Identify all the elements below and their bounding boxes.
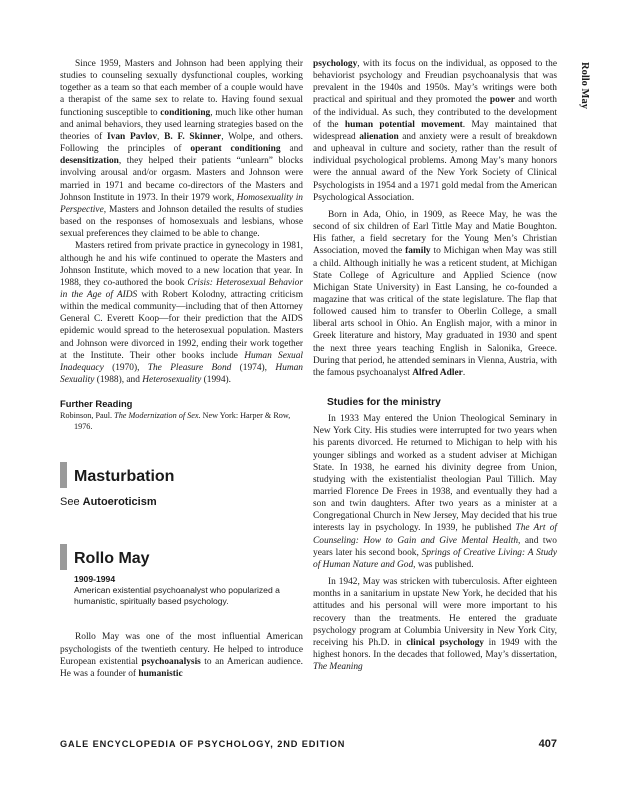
italic-title: Heterosexuality xyxy=(142,375,202,386)
text-run: . xyxy=(462,367,466,378)
entry-title: Rollo May xyxy=(74,550,150,568)
bold-term-link[interactable]: Alfred Adler xyxy=(412,367,463,378)
italic-title: The Pleasure Bond xyxy=(147,362,232,373)
italic-title: The Meaning xyxy=(313,662,363,673)
text-run: (1994). xyxy=(201,375,231,386)
right-column xyxy=(313,58,557,673)
text-run: (1970), xyxy=(103,362,148,373)
paragraph xyxy=(313,209,557,379)
bold-term-link[interactable]: alienation xyxy=(359,131,399,142)
paragraph xyxy=(313,413,557,571)
entry-title: Masturbation xyxy=(74,468,175,486)
text-run: Since 1959, Masters and Johnson had been applying their studies to counseling sexually dysfunctional couples, working together as a team so that each member of a couple would have a therapist of the same sex to relate to. Having found sexual functioning susceptible to xyxy=(60,59,303,118)
italic-title: Homosexuality in Perspective xyxy=(60,192,303,215)
text-run: , was published. xyxy=(413,559,474,570)
bold-term-link[interactable]: psychology xyxy=(313,59,358,69)
italic-title: Springs of Creative Living: A Study of Human Nature and God xyxy=(313,547,557,570)
page-number: 407 xyxy=(538,738,557,750)
text-run: , and two years later his second book, xyxy=(313,535,557,558)
entry-dates: 1909-1994 xyxy=(74,574,116,585)
text-run: with Robert Kolodny, attracting criticism within the medical community—including that of then Attorney General C. Everett Koop—for their prediction that the AIDS epidemic would spread to the heterosexual population. Masters and Johnson were divorced in 1992, ending their work together at the Institute. Their other books include xyxy=(60,289,303,361)
text-run: Masters retired from private practice in gynecology in 1981, although he and his wife continued to operate the Masters and Johnson Institute, which moved to a new location that year. In 1988, they co-authored the book xyxy=(60,241,303,288)
text-run: and anxiety were a result of breakdown and upheaval in culture and society, rather than the result of individual psychological problems. Among May’s many honors were the annual award of the New York Society of Clinical Psychologists in 1954 and a 1971 gold medal from the American Psychological Association. xyxy=(313,131,557,203)
bold-term-link[interactable]: power xyxy=(489,95,515,106)
running-head: Rollo May xyxy=(579,62,590,109)
text-run: in 1949 with the highest honors. In the decades that followed, May’s dissertation, xyxy=(313,637,557,661)
text-run: . May maintained that widespread xyxy=(313,119,557,142)
bold-term-link[interactable]: psychoanalysis xyxy=(141,656,201,667)
text-run: . New York: Harper & Row, 1976. xyxy=(74,411,291,431)
text-run: , much like other human and animal behaviors, they used learning strategies based on the theories of xyxy=(60,107,303,142)
text-run: Robinson, Paul. xyxy=(60,411,115,421)
text-run: , they helped their patients “unlearn” blocks involving arousal and/or orgasm. Masters and Johnson were married in 1971 and became co-directors of the Masters and Johnson Institute in 1973. In their 1979 work, xyxy=(60,156,303,203)
text-run: to an American audience. He was a founder of xyxy=(60,656,303,679)
left-column xyxy=(60,58,303,680)
entry-bar xyxy=(60,544,67,570)
bold-term-link[interactable]: B. F. Skinner xyxy=(164,131,222,142)
text-run: (1974), xyxy=(231,362,276,373)
text-run: , xyxy=(157,131,165,142)
bold-term-link[interactable]: family xyxy=(405,246,431,257)
text-run: Rollo May was one of the most influential American psychologists of the twentieth century. He helped to introduce European existential xyxy=(60,632,303,667)
footer-title: GALE ENCYCLOPEDIA OF PSYCHOLOGY, 2ND EDITION xyxy=(60,739,346,749)
bold-term-link[interactable]: clinical psychology xyxy=(406,637,484,648)
paragraph xyxy=(60,58,303,240)
text-run: In 1933 May entered the Union Theological Seminary in New York City. His studies were interrupted for two years when his parents divorced. He returned to Michigan to help with his younger siblings and worked as a student adviser at Michigan State. In 1938, he earned his divinity degree from Union, studying with the existentialist theologian Paul Tillich. May married Florence De Frees in 1938, and eventually they had a son and twin daughters. After two years as a minister at a Congregational Church in New Jersey, May decided that his true interests lay in psychology. In 1939, he published xyxy=(313,414,557,534)
entry-bar xyxy=(60,462,67,488)
italic-title: The Art of Counseling: How to Gain and Give Mental Health xyxy=(313,523,557,546)
see-reference xyxy=(60,496,303,508)
text-run: In 1942, May was stricken with tuberculosis. After eighteen months in a sanitarium in upstate New York, he decided that his attitudes and his personal will were more important to his recovery than the treatments. He entered the graduate psychology program at Columbia University in New York City, receiving his Ph.D. in xyxy=(313,577,557,648)
text-run: , with its focus on the individual, as opposed to the behaviorist psychology and Freudian psychoanalysis that was prevalent in the 1940s and 1950s. May’s writings were both practical and spiritual and they promoted the xyxy=(313,59,557,106)
text-run: and worth of the individual. As such, they contributed to the development of the xyxy=(313,95,557,130)
page-footer xyxy=(60,738,557,750)
text-run: (1988), and xyxy=(94,375,143,386)
text-run: Born in Ada, Ohio, in 1909, as Reece May, he was the second of six children of Earl Tittle May and Matie Boughton. His father, a field secretary for the Young Men’s Christian Association, moved the xyxy=(313,209,557,257)
italic-title: Human Sexual Inadequacy xyxy=(60,350,303,373)
text-run: and xyxy=(280,144,303,155)
bold-term-link[interactable]: human potential movement xyxy=(344,119,463,130)
italic-title: The Modernization of Sex xyxy=(114,411,199,421)
paragraph xyxy=(60,240,303,386)
section-subheading: Studies for the ministry xyxy=(327,397,441,409)
further-reading-heading: Further Reading xyxy=(60,398,133,410)
see-link[interactable]: Autoeroticism xyxy=(82,496,157,509)
bold-term-link[interactable]: conditioning xyxy=(160,107,211,118)
bold-term-link[interactable]: operant conditioning xyxy=(190,144,281,155)
entry-header-rollo-may xyxy=(60,544,303,570)
bold-term-link[interactable]: humanistic xyxy=(138,668,183,679)
text-run: , Masters and Johnson detailed the results of studies based on the responses of homosexuals and lesbians, whose sexual preferences they claimed to be able to change. xyxy=(60,204,303,240)
paragraph xyxy=(313,576,557,673)
paragraph xyxy=(60,631,303,680)
italic-title: Crisis: Heterosexual Behavior in the Age of AIDS xyxy=(60,277,303,300)
bold-term-link[interactable]: Ivan Pavlov xyxy=(106,131,158,142)
italic-title: Human Sexuality xyxy=(60,362,303,386)
text-run: , Wolpe, and others. Following the principles of xyxy=(60,131,303,155)
text-run: to Michigan when May was still a child. Although initially he was a reticent student, at Michigan State College of Agriculture and Applied Science (now Michigan State University) in East Lansing, he co-founded a magazine that was critical of the state legislature. The flap that followed caused him to transfer to Oberlin College, a small liberal arts school in Ohio. An English major, with a minor in Greek literature and history, May graduated in 1930 and spent the next three years teaching English in Salonika, Greece. During that period, he attended seminars in Vienna, Austria, with the famous psychoanalyst xyxy=(313,246,557,378)
entry-header-masturbation xyxy=(60,462,303,488)
entry-description: American existential psychoanalyst who popularized a humanistic, spiritually based psychology. xyxy=(74,585,280,607)
further-reading-item xyxy=(60,411,303,432)
bold-term-link[interactable]: desensitization xyxy=(60,156,119,167)
see-prefix: See xyxy=(60,496,83,509)
paragraph xyxy=(313,58,557,204)
